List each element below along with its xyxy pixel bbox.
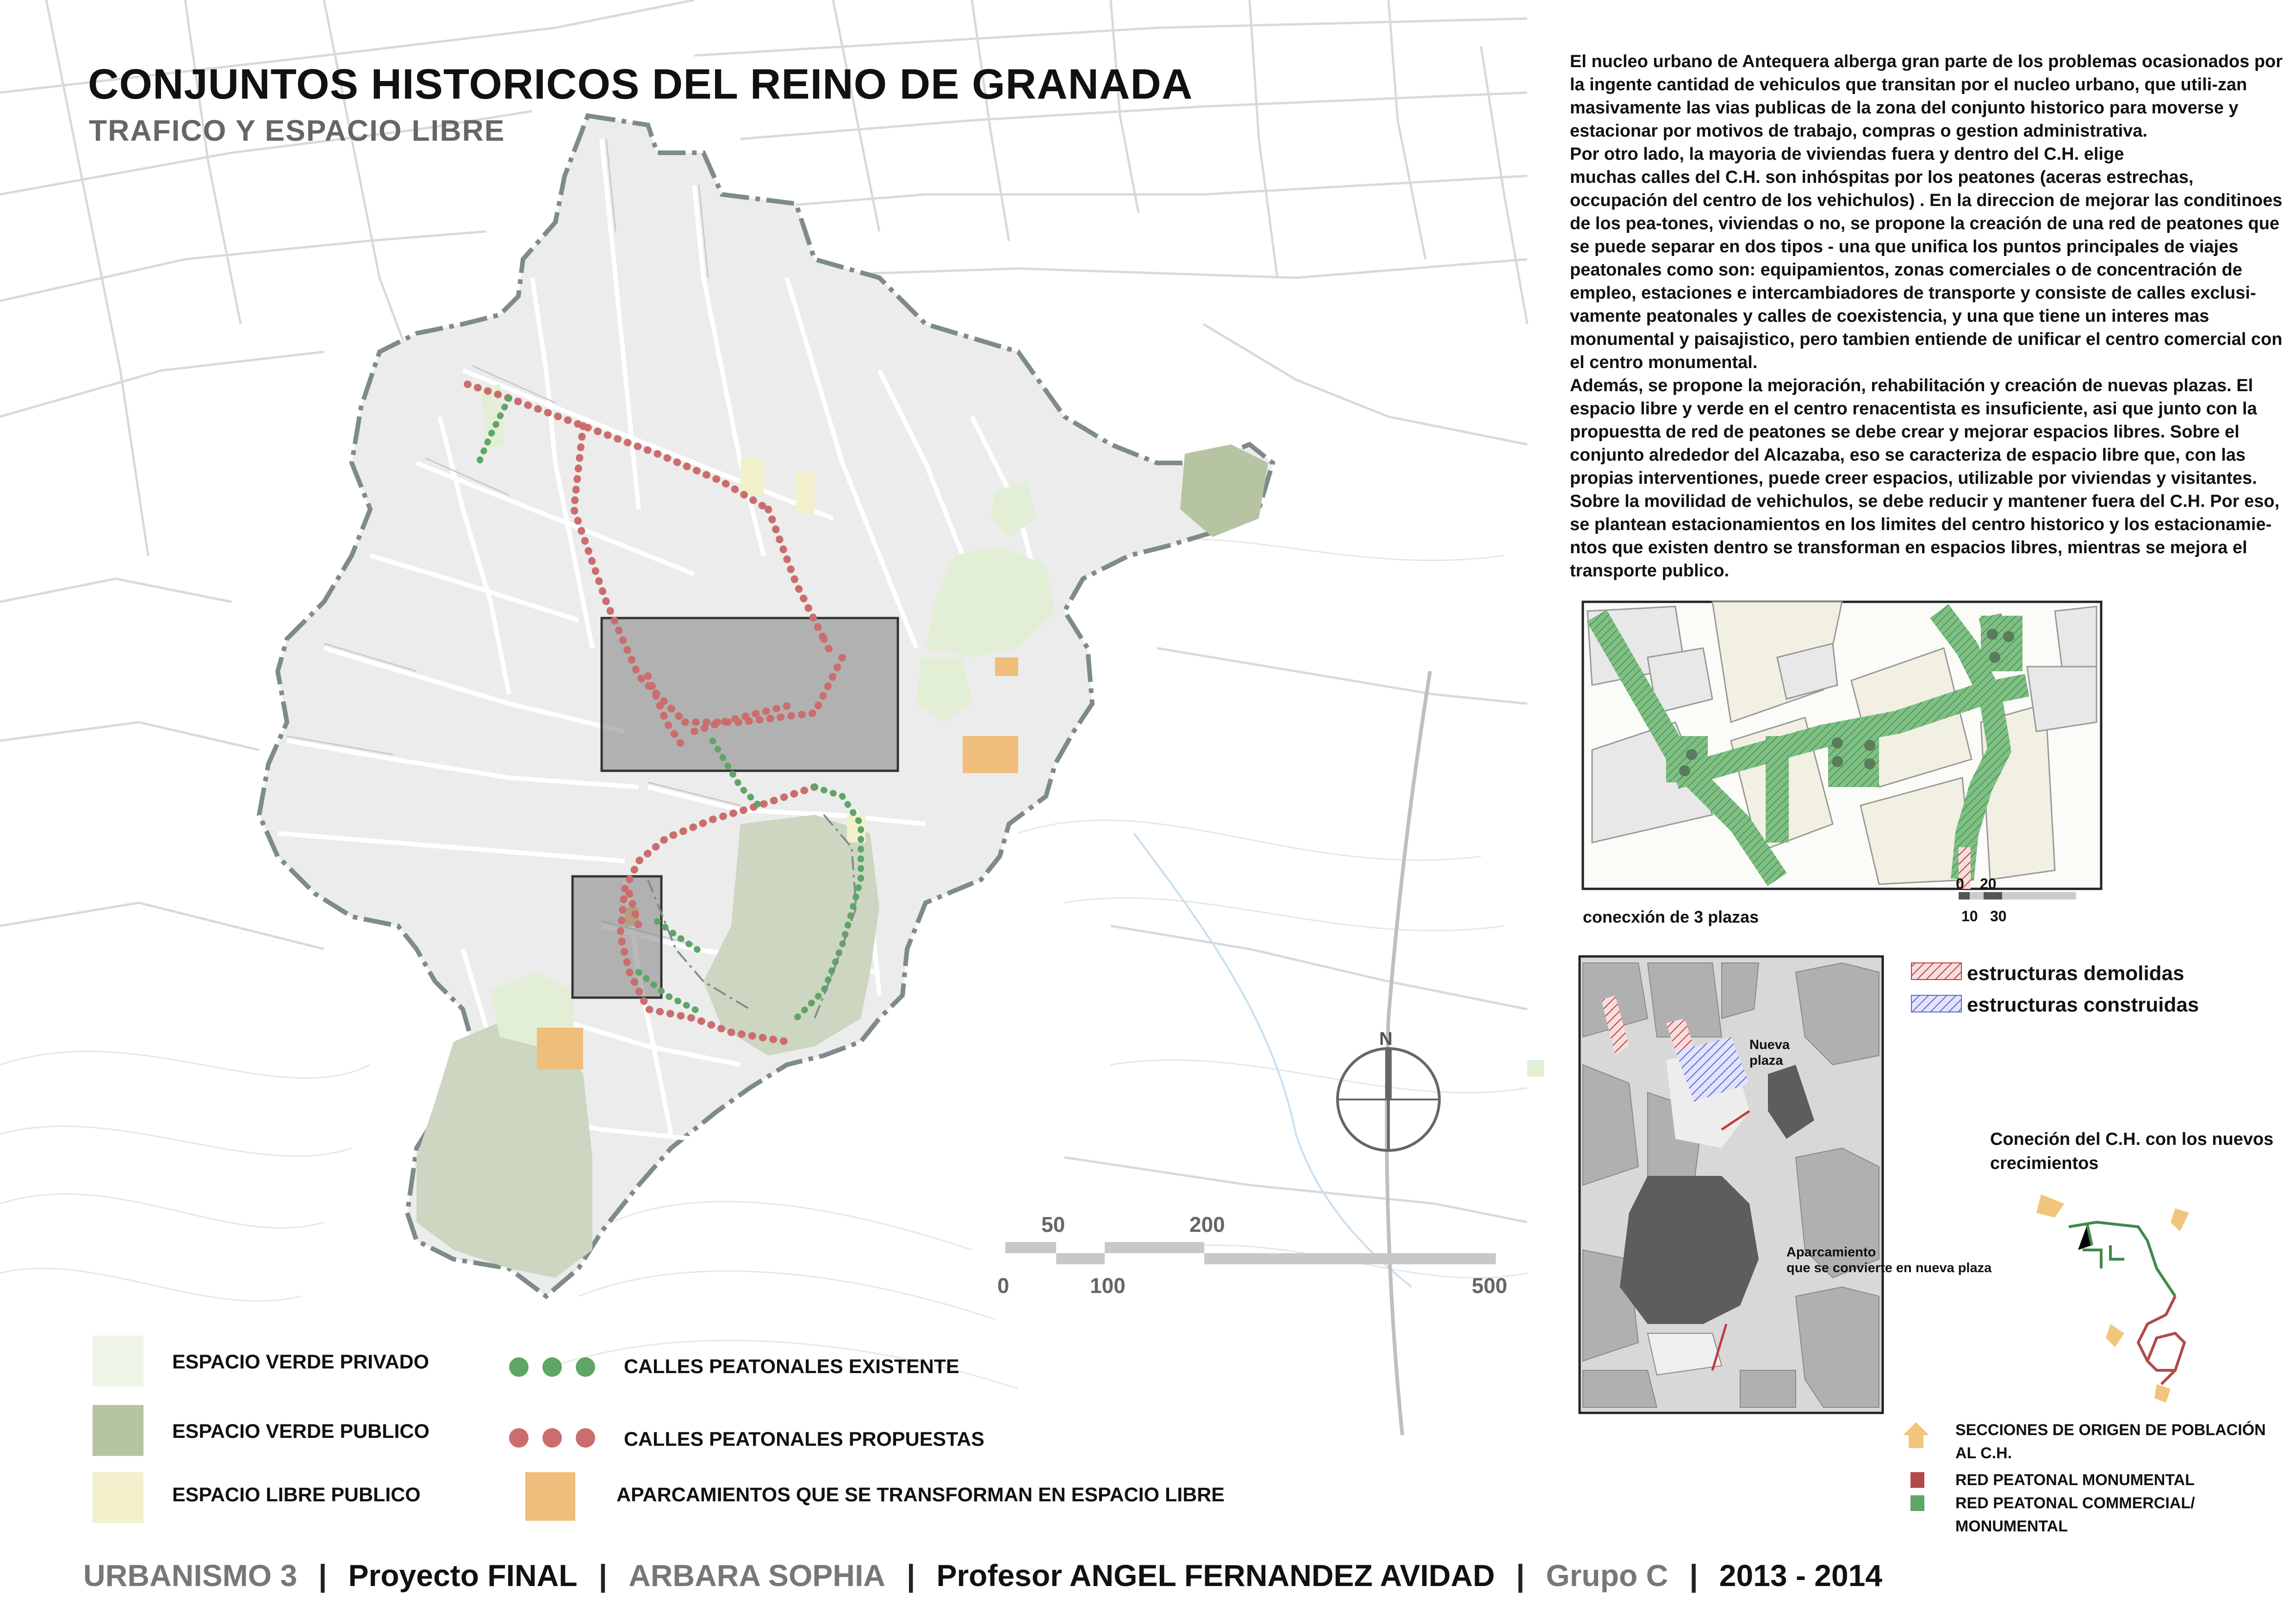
inset2-label-aparcamiento: Aparcamiento [1786, 1245, 1876, 1260]
scale-label-500: 500 [1472, 1274, 1507, 1298]
growth-legend-commercial-line2: MONUMENTAL [1955, 1518, 2068, 1535]
isolated-green [1527, 1060, 1544, 1077]
legend-swatch-public-green [93, 1405, 143, 1456]
legend-label-proposed-ped: CALLES PEATONALES PROPUESTAS [624, 1428, 984, 1450]
north-label: N [1379, 1029, 1393, 1049]
scale-label-50: 50 [1041, 1212, 1065, 1237]
scale-label-0: 0 [997, 1274, 1009, 1298]
footer-bar [83, 1558, 1882, 1593]
legend-dot [542, 1357, 562, 1377]
footer-professor: Profesor ANGEL FERNANDEZ AVIDAD [936, 1558, 1495, 1593]
growth-title-line1: Coneción del C.H. con los nuevos [1990, 1130, 2274, 1149]
growth-diagram [1903, 1194, 2189, 1511]
legend-swatch-private-green [93, 1336, 143, 1387]
parking-3 [537, 1028, 583, 1069]
inset-nueva-plaza [1580, 956, 1961, 1413]
legend-label-public-green: ESPACIO VERDE PUBLICO [172, 1420, 429, 1443]
public-free-1 [740, 458, 764, 495]
footer-separator: | [1516, 1558, 1525, 1593]
public-free-2 [796, 472, 815, 514]
footer-year: 2013 - 2014 [1719, 1558, 1883, 1593]
growth-legend-monumental: RED PEATONAL MONUMENTAL [1955, 1471, 2195, 1489]
growth-title-line2: crecimientos [1990, 1154, 2099, 1173]
legend-label-private-green: ESPACIO VERDE PRIVADO [172, 1351, 429, 1373]
legend-label-demolished: estructuras demolidas [1967, 962, 2184, 985]
description-paragraph-1: El nucleo urbano de Antequera alberga gran parte de los problemas ocasionados por la ingente cantidad de vehiculos que transitan por el nucleo urbano, que utili-zan masivamente las vias publicas de la zona del conjunto historico para moverse y estacionar por motivos de trabajo, compras o gestion administrativa. [1570, 52, 2283, 141]
legend-label-existing-ped: CALLES PEATONALES EXISTENTE [624, 1355, 959, 1378]
inset1-scale-10: 10 [1961, 908, 1978, 924]
footer-author: ARBARA SOPHIA [628, 1558, 885, 1593]
legend-label-built: estructuras construidas [1967, 993, 2199, 1016]
footer-separator: | [906, 1558, 915, 1593]
inset1-scale-30: 30 [1990, 908, 2007, 924]
inset1-caption: conecxión de 3 plazas [1583, 907, 1759, 926]
inset2-label-parking-note: que se convierte en nueva plaza [1786, 1261, 1992, 1275]
inset1-scale-20: 20 [1980, 875, 1997, 892]
growth-legend-origin-line2: AL C.H. [1955, 1444, 2012, 1462]
footer-group: Grupo C [1546, 1558, 1668, 1593]
footer-separator: | [1689, 1558, 1698, 1593]
legend-dot [542, 1428, 562, 1448]
scale-bar [1005, 1242, 1496, 1264]
inset1-scale-0: 0 [1956, 875, 1964, 892]
legend-dot [509, 1428, 529, 1448]
inset2-label-nueva: Nueva [1749, 1037, 1790, 1052]
legend-dots-existing [509, 1357, 595, 1377]
legend-dot [509, 1357, 529, 1377]
footer-separator: | [318, 1558, 327, 1593]
inset2-label-plaza: plaza [1749, 1053, 1783, 1068]
footer-project: Proyecto FINAL [348, 1558, 578, 1593]
focus-box-plazas[interactable] [602, 618, 898, 771]
description-paragraph-2: Por otro lado, la mayoria de viviendas fuera y dentro del C.H. elige [1570, 144, 2124, 164]
footer-course: URBANISMO 3 [83, 1558, 298, 1593]
legend-swatch-parking [525, 1472, 575, 1521]
description-block [1570, 50, 2285, 582]
north-arrow [1338, 1049, 1439, 1150]
legend-swatch-public-free [93, 1472, 143, 1523]
description-paragraph-3: muchas calles del C.H. son inhóspitas por los peatones (aceras estrechas, occupación del centro de los vehichulos) . En la direccion de mejorar las conditinoes de los pea-tones, viviendas o no, se propone la creación de una red de peatones que se puede separar en dos tipos - una que unifica los puntos principales de viajes peatonales como son: equipamientos, zonas comerciales o de concentración de empleo, estaciones e intercambiadores de transporte y consiste de calles exclusi-vamente peatonales y calles de coexistencia, y una que tiene un interes mas monumental y paisajistico, pero tambien entiende de unificar el centro comercial con el centro monumental. [1570, 168, 2283, 372]
inset-three-plazas [1583, 602, 2101, 899]
page-title: CONJUNTOS HISTORICOS DEL REINO DE GRANADA [88, 61, 1193, 108]
legend-label-parking: APARCAMIENTOS QUE SE TRANSFORMAN EN ESPACIO LIBRE [616, 1484, 1225, 1506]
description-paragraph-4: Además, se propone la mejoración, rehabilitación y creación de nuevas plazas. El espacio libre y verde en el centro renacentista es insuficiente, asi que junto con la propuestta de red de peatones se debe crear y mejorar espacios libres. Sobre el conjunto alrededor del Alcazaba, eso se caracteriza de espacio libre que, con las propias interventiones, puede creer espacios, utilizable por viviendas y visitantes. Sobre la movilidad de vehichulos, se debe reducir y mantener fuera del C.H. Por eso, se plantean estacionamientos en los limites del centro historico y los estacionamie-ntos que existen dentro se transforman en espacios libres, mientras se mejora el transporte publico. [1570, 376, 2280, 581]
parking-1 [963, 736, 1018, 773]
legend-dot [576, 1357, 595, 1377]
growth-legend-commercial-line1: RED PEATONAL COMMERCIAL/ [1955, 1494, 2195, 1512]
legend-dots-proposed [509, 1428, 595, 1448]
parking-2 [995, 657, 1018, 676]
scale-label-200: 200 [1189, 1212, 1225, 1237]
legend-dot [576, 1428, 595, 1448]
growth-legend-origin-line1: SECCIONES DE ORIGEN DE POBLACIÓN [1955, 1421, 2266, 1439]
scale-label-100: 100 [1090, 1274, 1126, 1298]
page-subtitle: TRAFICO Y ESPACIO LIBRE [89, 114, 505, 147]
footer-separator: | [598, 1558, 608, 1593]
legend-label-public-free: ESPACIO LIBRE PUBLICO [172, 1484, 421, 1506]
